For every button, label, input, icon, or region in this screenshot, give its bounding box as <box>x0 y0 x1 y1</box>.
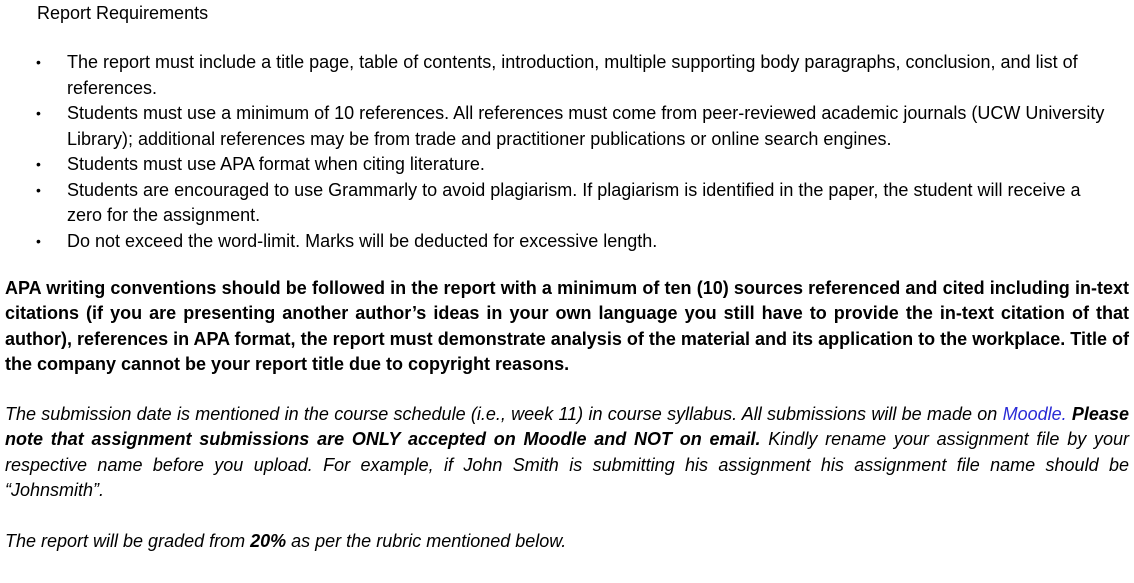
list-item <box>0 178 1134 229</box>
submission-intro: The submission date is mentioned in the course schedule (i.e., week 11) in course syllabus. All submissions will be made on <box>5 404 1003 424</box>
moodle-link[interactable]: Moodle. <box>1002 404 1067 424</box>
requirement-text: Do not exceed the word-limit. Marks will be deducted for excessive length. <box>67 230 658 251</box>
bullet-icon: • <box>36 54 41 70</box>
list-item <box>0 229 1134 255</box>
submission-paragraph <box>5 402 1129 503</box>
grading-before: The report will be graded from <box>5 531 251 551</box>
bullet-icon: • <box>36 232 41 249</box>
submission-rest: Kindly rename your assignment file by your respective name before you upload. For example, if John Smith is submitting his assignment his assignment file name should be “Johnsmith”. <box>5 429 1129 500</box>
list-item <box>0 152 1134 178</box>
bullet-icon: • <box>36 105 41 121</box>
apa-paragraph: APA writing conventions should be followed in the report with a minimum of ten (10) sources referenced and cited including in-text citations (if you are presenting another author’s ideas in your own language you still have to provide the in-text citation of that author), references in APA format, the report must demonstrate analysis of the material and its application to the workplace. Title of the company cannot be your report title due to copyright reasons. <box>5 278 1129 374</box>
grading-paragraph <box>5 529 1129 554</box>
grading-after: as per the rubric mentioned below. <box>286 531 567 551</box>
bullet-icon: • <box>36 156 41 172</box>
bullet-icon: • <box>36 181 41 198</box>
requirement-text: The report must include a title page, table of contents, introduction, multiple supporting body paragraphs, conclusion, and list of references. <box>67 52 1078 98</box>
section-heading: Report Requirements <box>37 3 209 23</box>
list-item <box>0 50 1134 101</box>
grading-percent: 20% <box>250 531 287 551</box>
requirement-text: Students must use APA format when citing literature. <box>67 154 485 174</box>
requirement-text: Students are encouraged to use Grammarly to avoid plagiarism. If plagiarism is identified in the paper, the student will receive a zero for the assignment. <box>67 179 1081 225</box>
submission-note: Please note that assignment submissions are ONLY accepted on Moodle and NOT on email. <box>5 404 1129 450</box>
list-item <box>0 101 1134 152</box>
requirement-text: Students must use a minimum of 10 references. All references must come from peer-reviewed academic journals (UCW University Library); additional references may be from trade and practitioner publications or online search engines. <box>67 103 1105 149</box>
requirements-list <box>0 50 1134 254</box>
